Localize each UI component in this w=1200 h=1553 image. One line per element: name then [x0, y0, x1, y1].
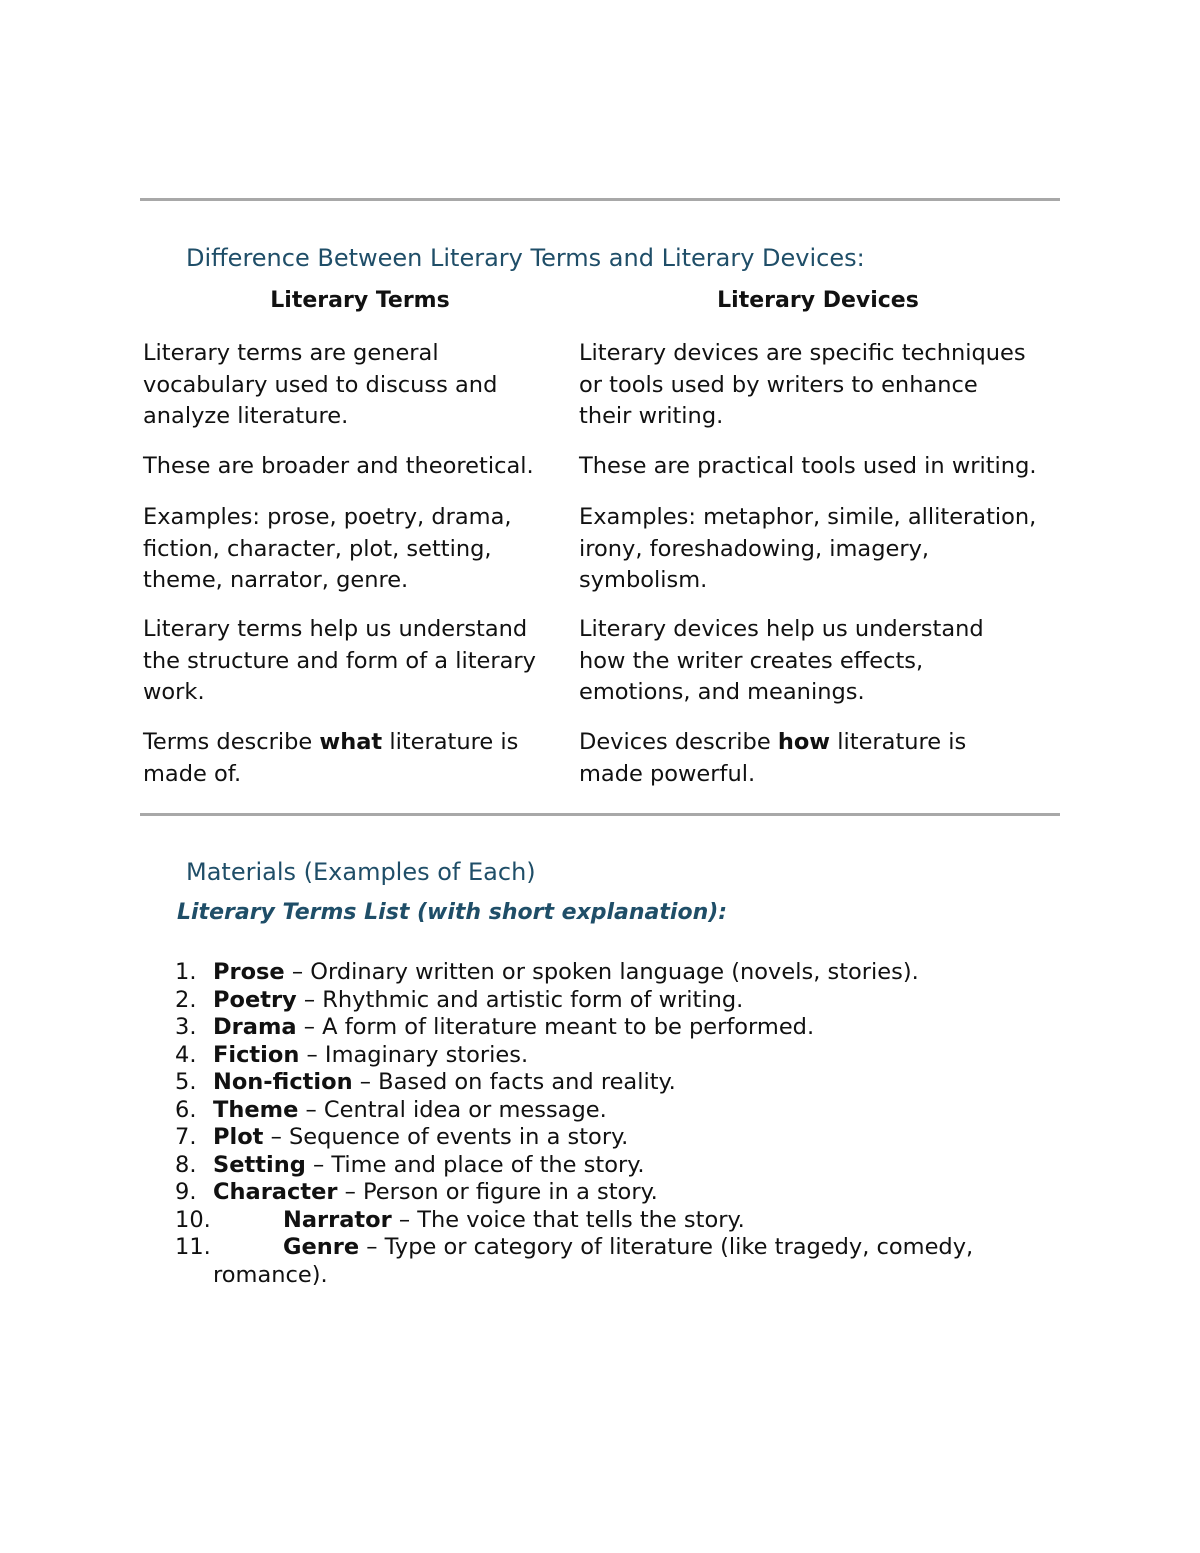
literary-devices-column-header: Literary Devices [717, 288, 919, 313]
cell-line: theme, narrator, genre. [143, 567, 409, 593]
cell-line: their writing. [579, 403, 724, 429]
cell-line: Literary terms help us understand [143, 616, 528, 642]
list-item: 7. Plot – Sequence of events in a story. [175, 1124, 629, 1150]
list-item: 10. Narrator – The voice that tells the story. [175, 1206, 745, 1233]
devices-purpose-cell [579, 614, 984, 709]
cell-line: These are broader and theoretical. [143, 453, 534, 479]
cell-line: Literary devices are specific techniques [579, 340, 1026, 366]
terms-nature-cell [143, 451, 534, 483]
cell-line: These are practical tools used in writing. [579, 453, 1037, 479]
list-item: 11. Genre – Type or category of literature (like tragedy, comedy, romance). [175, 1234, 974, 1288]
cell-line: made powerful. [579, 760, 756, 787]
comparison-heading: Difference Between Literary Terms and Literary Devices: [186, 244, 865, 272]
cell-line: fiction, character, plot, setting, [143, 535, 492, 562]
list-item: 6. Theme – Central idea or message. [175, 1096, 607, 1123]
cell-line: the structure and form of a literary [143, 647, 536, 674]
top-divider [140, 198, 1060, 201]
terms-summary-cell [143, 727, 518, 790]
cell-line: made of. [143, 760, 242, 787]
list-item: 9. Character – Person or figure in a story. [175, 1179, 658, 1205]
devices-definition-cell [579, 338, 1026, 433]
cell-line: emotions, and meanings. [579, 679, 865, 705]
cell-line: how the writer creates effects, [579, 647, 924, 674]
cell-line: Examples: metaphor, simile, alliteration, [579, 504, 1037, 530]
list-item: 3. Drama – A form of literature meant to be performed. [175, 1014, 815, 1040]
materials-heading: Materials (Examples of Each) [186, 858, 536, 886]
devices-examples-cell [579, 502, 1036, 597]
list-item: 2. Poetry – Rhythmic and artistic form of writing. [175, 986, 744, 1013]
list-item: 4. Fiction – Imaginary stories. [175, 1041, 529, 1068]
cell-line: or tools used by writers to enhance [579, 371, 978, 398]
cell-line: Literary devices help us understand [579, 616, 984, 642]
terms-list-subheading: Literary Terms List (with short explanation): [177, 900, 728, 925]
cell-line: analyze literature. [143, 403, 349, 429]
terms-definition-cell [143, 338, 497, 433]
cell-line: Devices describe how literature is [579, 729, 967, 755]
devices-summary-cell [579, 727, 966, 790]
terms-purpose-cell [143, 614, 536, 709]
devices-nature-cell [579, 451, 1037, 483]
cell-line: symbolism. [579, 567, 708, 593]
literary-terms-column-header: Literary Terms [270, 288, 450, 313]
terms-examples-cell [143, 502, 512, 597]
middle-divider [140, 813, 1060, 816]
cell-line: Examples: prose, poetry, drama, [143, 504, 512, 530]
cell-line: Literary terms are general [143, 340, 439, 366]
cell-line: Terms describe what literature is [143, 729, 519, 755]
list-item: 8. Setting – Time and place of the story. [175, 1151, 645, 1178]
list-item: 5. Non-fiction – Based on facts and reality. [175, 1069, 676, 1095]
cell-line: irony, foreshadowing, imagery, [579, 535, 930, 562]
literary-terms-list [175, 959, 973, 1289]
cell-line: vocabulary used to discuss and [143, 371, 498, 398]
cell-line: work. [143, 679, 205, 705]
list-item: 1. Prose – Ordinary written or spoken language (novels, stories). [175, 959, 919, 985]
